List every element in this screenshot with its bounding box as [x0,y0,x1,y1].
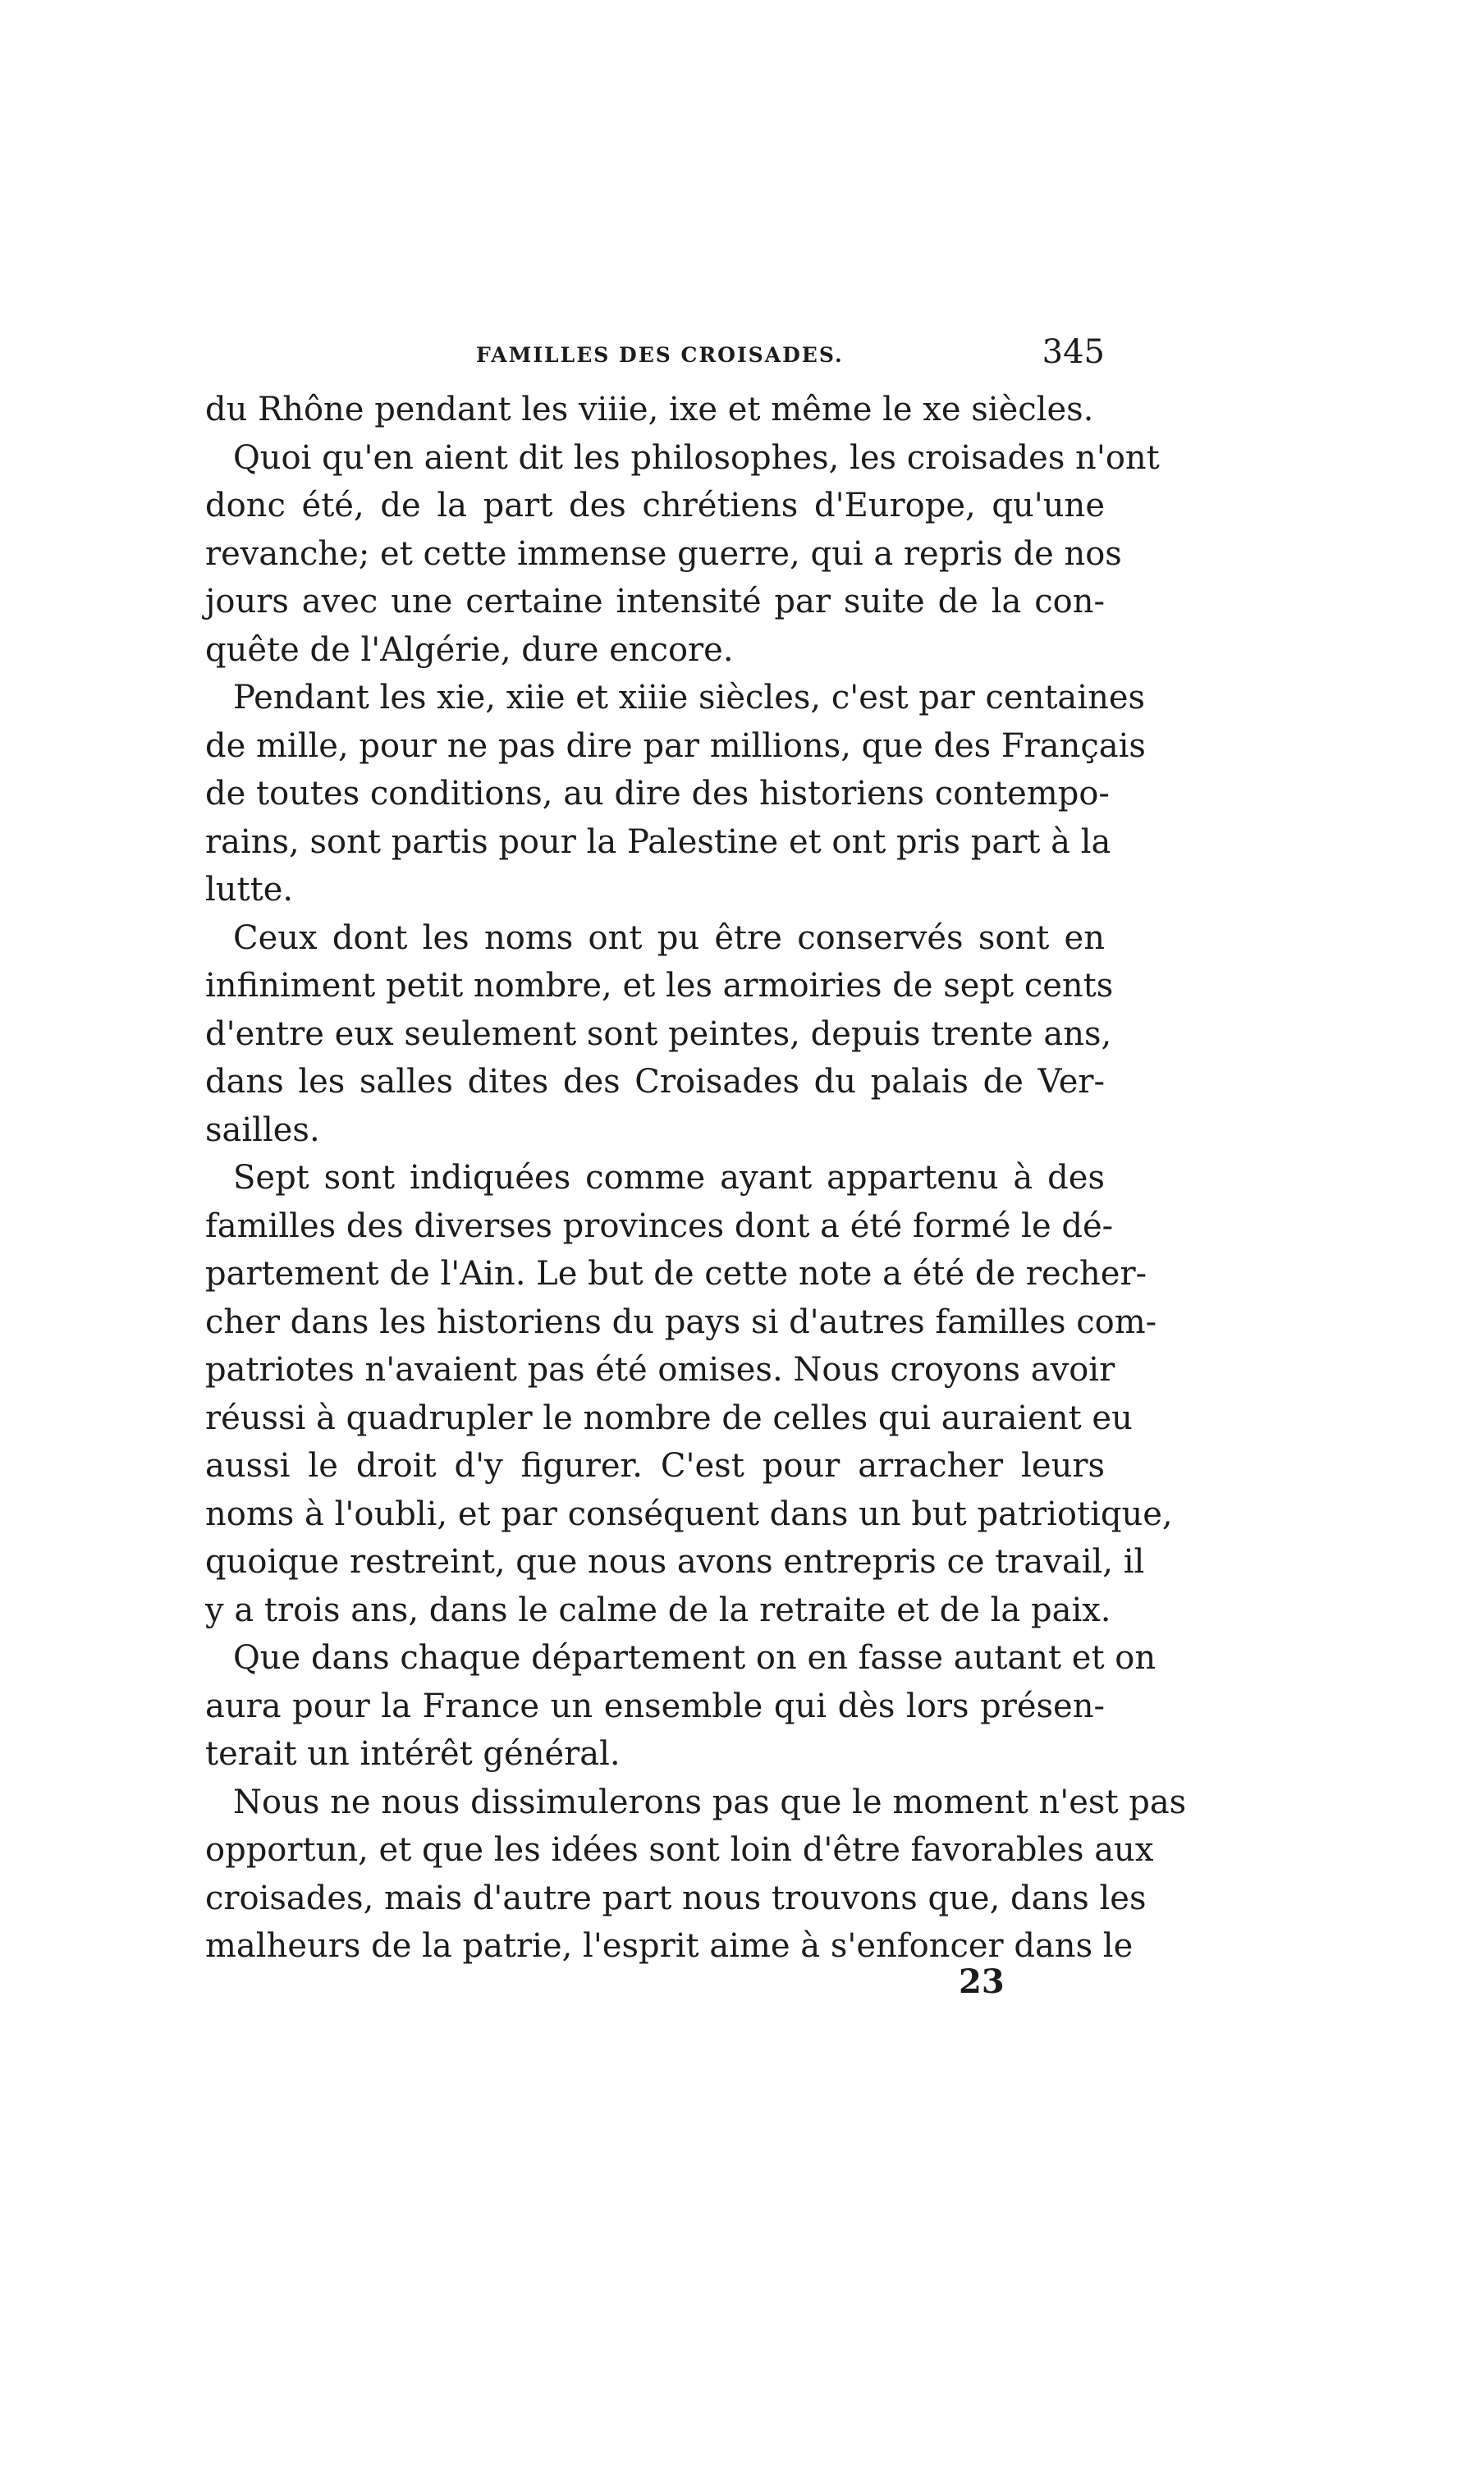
text-line: familles des diverses provinces dont a été formé le dé- [205,1207,1114,1245]
text-line: Que dans chaque département on en fasse autant et on [233,1639,1157,1677]
text-line: sailles. [205,1110,320,1149]
text-line: réussi à quadrupler le nombre de celles qui auraient eu [205,1399,1133,1437]
text-line: quoique restreint, que nous avons entrepris ce travail, il [205,1543,1145,1581]
text-line: Quoi qu'en aient dit les philosophes, les croisades n'ont [233,438,1160,477]
text-line: du Rhône pendant les viiie, ixe et même le xe siècles. [205,391,1094,428]
text-line: croisades, mais d'autre part nous trouvons que, dans les [205,1879,1147,1917]
text-line: Sept sont indiquées comme ayant appartenu à des [233,1159,1105,1197]
text-line: aussi le droit d'y figurer. C'est pour arracher leurs [205,1447,1105,1485]
text-line: malheurs de la patrie, l'esprit aime à s'enfoncer dans le [205,1927,1134,1965]
text-line: donc été, de la part des chrétiens d'Europe, qu'une [205,487,1105,524]
text-line: Ceux dont les noms ont pu être conservés sont en [233,918,1105,957]
text-line: jours avec une certaine intensité par suite de la con- [205,583,1105,620]
text-line: partement de l'Ain. Le but de cette note a été de recher- [205,1255,1147,1293]
text-line: lutte. [205,871,294,909]
text-line: terait un intérêt général. [205,1735,621,1773]
text-line: quête de l'Algérie, dure encore. [205,630,734,669]
text-line: y a trois ans, dans le calme de la retraite et de la paix. [205,1591,1111,1629]
text-line: patriotes n'avaient pas été omises. Nous croyons avoir [205,1351,1115,1389]
text-line: dans les salles dites des Croisades du palais de Ver- [205,1063,1105,1101]
text-line: aura pour la France un ensemble qui dès lors présen- [205,1687,1105,1725]
text-line: de mille, pour ne pas dire par millions, que des Français [205,726,1146,765]
text-line: opportun, et que les idées sont loin d'être favorables aux [205,1831,1154,1869]
text-line: revanche; et cette immense guerre, qui a repris de nos [205,534,1122,573]
running-head [205,328,1105,378]
text-line: d'entre eux seulement sont peintes, depuis trente ans, [205,1014,1112,1053]
text-line: de toutes conditions, au dire des historiens contempo- [205,775,1110,813]
signature-mark: 23 [959,1962,1005,2001]
running-title: FAMILLES DES CROISADES. [476,343,844,367]
text-line: noms à l'oubli, et par conséquent dans un but patriotique, [205,1495,1173,1533]
text-line: rains, sont partis pour la Palestine et ont pris part à la [205,822,1111,861]
body-text [205,386,1187,1971]
text-line: infiniment petit nombre, et les armoiries de sept cents [205,967,1114,1005]
text-line: Pendant les xie, xiie et xiiie siècles, c'est par centaines [233,679,1146,717]
text-line: Nous ne nous dissimulerons pas que le moment n'est pas [233,1783,1187,1821]
page-number: 345 [1042,333,1105,371]
text-line: cher dans les historiens du pays si d'autres familles com- [205,1303,1157,1341]
